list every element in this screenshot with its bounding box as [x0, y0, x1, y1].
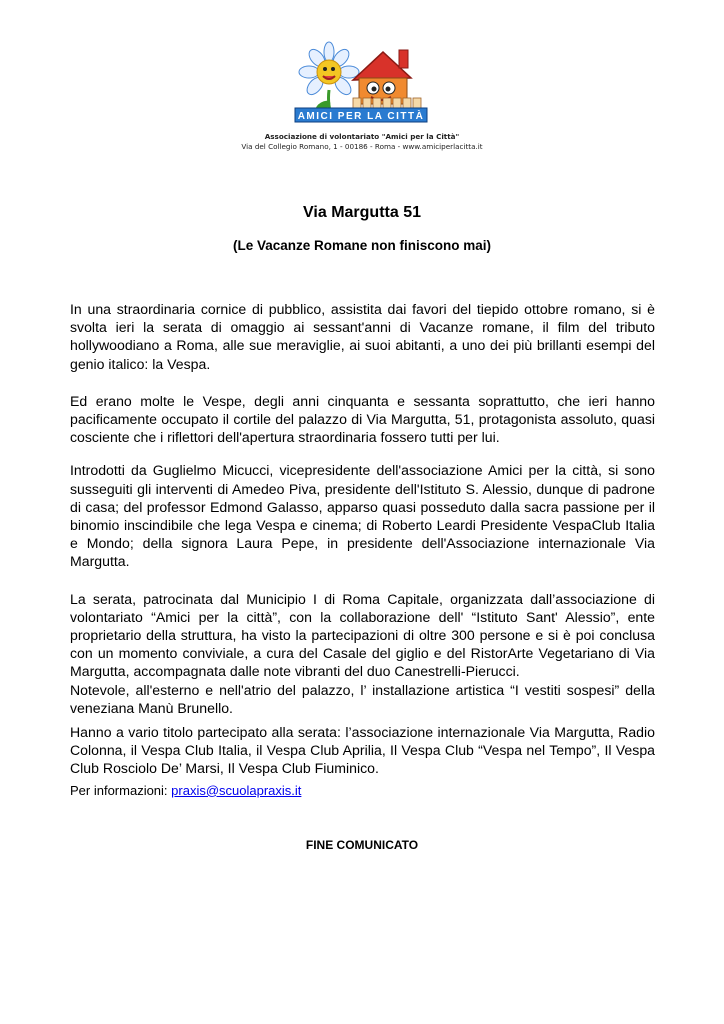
contact-email-link[interactable]: praxis@scuolapraxis.it	[171, 782, 302, 798]
paragraph: La serata, patrocinata dal Municipio I di Roma Capitale, organizzata dall’associazione di volontariato “Amici per la città”, con la collaborazione dell' “Istituto Sant' Alessio”, ente proprietario della struttura, ha visto la partecipazioni di oltre 300 persone e si è poi conclusa con un momento conviviale, a cura del Casale del giglio e del RistorArte Vegetariano di Via Margutta, accompagnata dalle note vibranti del duo Canestrelli-Pierucci.	[70, 590, 655, 680]
paragraph: In una straordinaria cornice di pubblico, assistita dai favori del tiepido ottobre romano, si è svolta ieri la serata di omaggio ai sessant'anni di Vacanze romane, il film del tributo hollywoodiano a Roma, alle sue meraviglie, ai suoi abitanti, a uno dei più brillanti esempi del genio italico: la Vespa.	[70, 301, 655, 372]
organization-address: Via del Collegio Romano, 1 - 00186 - Roma - www.amiciperlacitta.it	[241, 142, 483, 151]
paragraph: Ed erano molte le Vespe, degli anni cinquanta e sessanta soprattutto, che ieri hanno pacificamente occupato il cortile del palazzo di Via Margutta, 51, protagonista assoluto, quasi cosciente che i riflettori dell'apertura straordinaria fossero tutti per lui.	[70, 392, 655, 446]
paragraph: Hanno a vario titolo partecipato alla serata: l’associazione internazionale Via Margutta, Radio Colonna, il Vespa Club Italia, il Vespa Club Aprilia, Il Vespa Club “Vespa nel Tempo”, Il Vespa Club Rosciolo De’ Marsi, Il Vespa Club Fiuminico.	[70, 724, 655, 777]
contact-label: Per informazioni:	[70, 782, 172, 798]
end-of-release: FINE COMUNICATO	[305, 838, 419, 852]
house-mascot-icon	[353, 50, 421, 108]
paragraph: Introdotti da Guglielmo Micucci, vicepresidente dell'associazione Amici per la città, si sono susseguiti gli interventi di Amedeo Piva, presidente dell'Istituto S. Alessio, dunque di padrone di casa; del professor Edmond Galasso, apparso quasi posseduto dalla sacra passione per il binomio inscindibile che lega Vespa e cinema; di Roberto Leardi Presidente VespaClub Italia e Mondo; della signora Laura Pepe, in presidente dell'Associazione internazionale Via Margutta.	[70, 462, 655, 570]
contact-info	[70, 782, 655, 800]
logo-text: AMICI PER LA CITTÀ	[297, 111, 425, 122]
logo	[287, 40, 437, 126]
page-subtitle: (Le Vacanze Romane non finiscono mai)	[232, 238, 492, 253]
article-body	[70, 300, 655, 800]
letterhead	[0, 40, 724, 152]
organization-name: Associazione di volontariato "Amici per la Città"	[264, 132, 460, 141]
paragraph: Notevole, all'esterno e nell'atrio del palazzo, l’ installazione artistica “I vestiti sospesi” della veneziana Manù Brunello.	[70, 681, 655, 716]
page-title: Via Margutta 51	[303, 204, 421, 221]
